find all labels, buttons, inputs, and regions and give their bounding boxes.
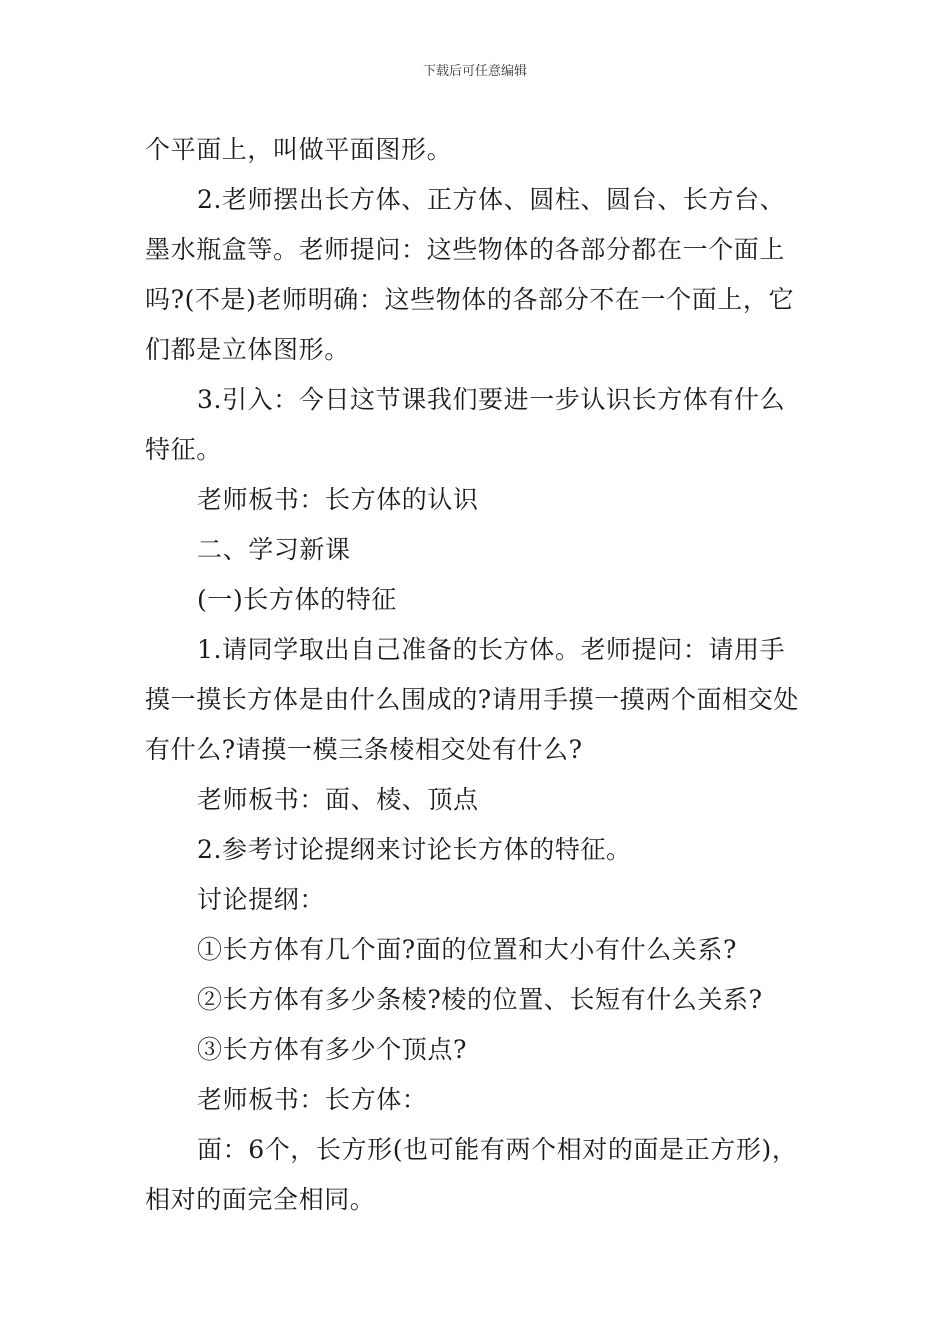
text-line: 个平面上，叫做平面图形。 — [145, 135, 453, 164]
text-line: 3.引入：今日这节课我们要进一步认识长方体有什么 — [197, 385, 786, 414]
text-line: 有什么?请摸一模三条棱相交处有什么? — [145, 735, 583, 764]
text-line: 吗?(不是)老师明确：这些物体的各部分不在一个面上，它 — [145, 285, 795, 314]
page-header-note: 下载后可任意编辑 — [422, 64, 527, 79]
text-line: 讨论提纲： — [197, 885, 326, 914]
section-heading: 二、学习新课 — [197, 535, 351, 564]
list-item: ②长方体有多少条棱?棱的位置、长短有什么关系? — [197, 985, 763, 1014]
text-line: 老师板书：长方体： — [197, 1085, 428, 1114]
text-line: 2.参考讨论提纲来讨论长方体的特征。 — [197, 835, 632, 864]
text-line: 1.请同学取出自己准备的长方体。老师提问：请用手 — [197, 635, 786, 664]
text-line: 相对的面完全相同。 — [145, 1185, 376, 1214]
text-line: 特征。 — [145, 435, 222, 464]
text-line: 面：6个，长方形(也可能有两个相对的面是正方形)， — [197, 1135, 798, 1164]
text-line: 们都是立体图形。 — [145, 335, 350, 364]
text-line: 2.老师摆出长方体、正方体、圆柱、圆台、长方台、 — [197, 185, 786, 214]
list-item: ③长方体有多少个顶点? — [197, 1035, 468, 1064]
subsection-heading: (一)长方体的特征 — [197, 585, 397, 614]
text-line: 老师板书：长方体的认识 — [197, 485, 479, 514]
text-line: 老师板书：面、棱、顶点 — [197, 785, 479, 814]
text-line: 摸一摸长方体是由什么围成的?请用手摸一摸两个面相交处 — [145, 685, 800, 714]
document-body — [145, 125, 813, 1225]
text-line: 墨水瓶盒等。老师提问：这些物体的各部分都在一个面上 — [145, 235, 786, 264]
list-item: ①长方体有几个面?面的位置和大小有什么关系? — [197, 935, 738, 964]
